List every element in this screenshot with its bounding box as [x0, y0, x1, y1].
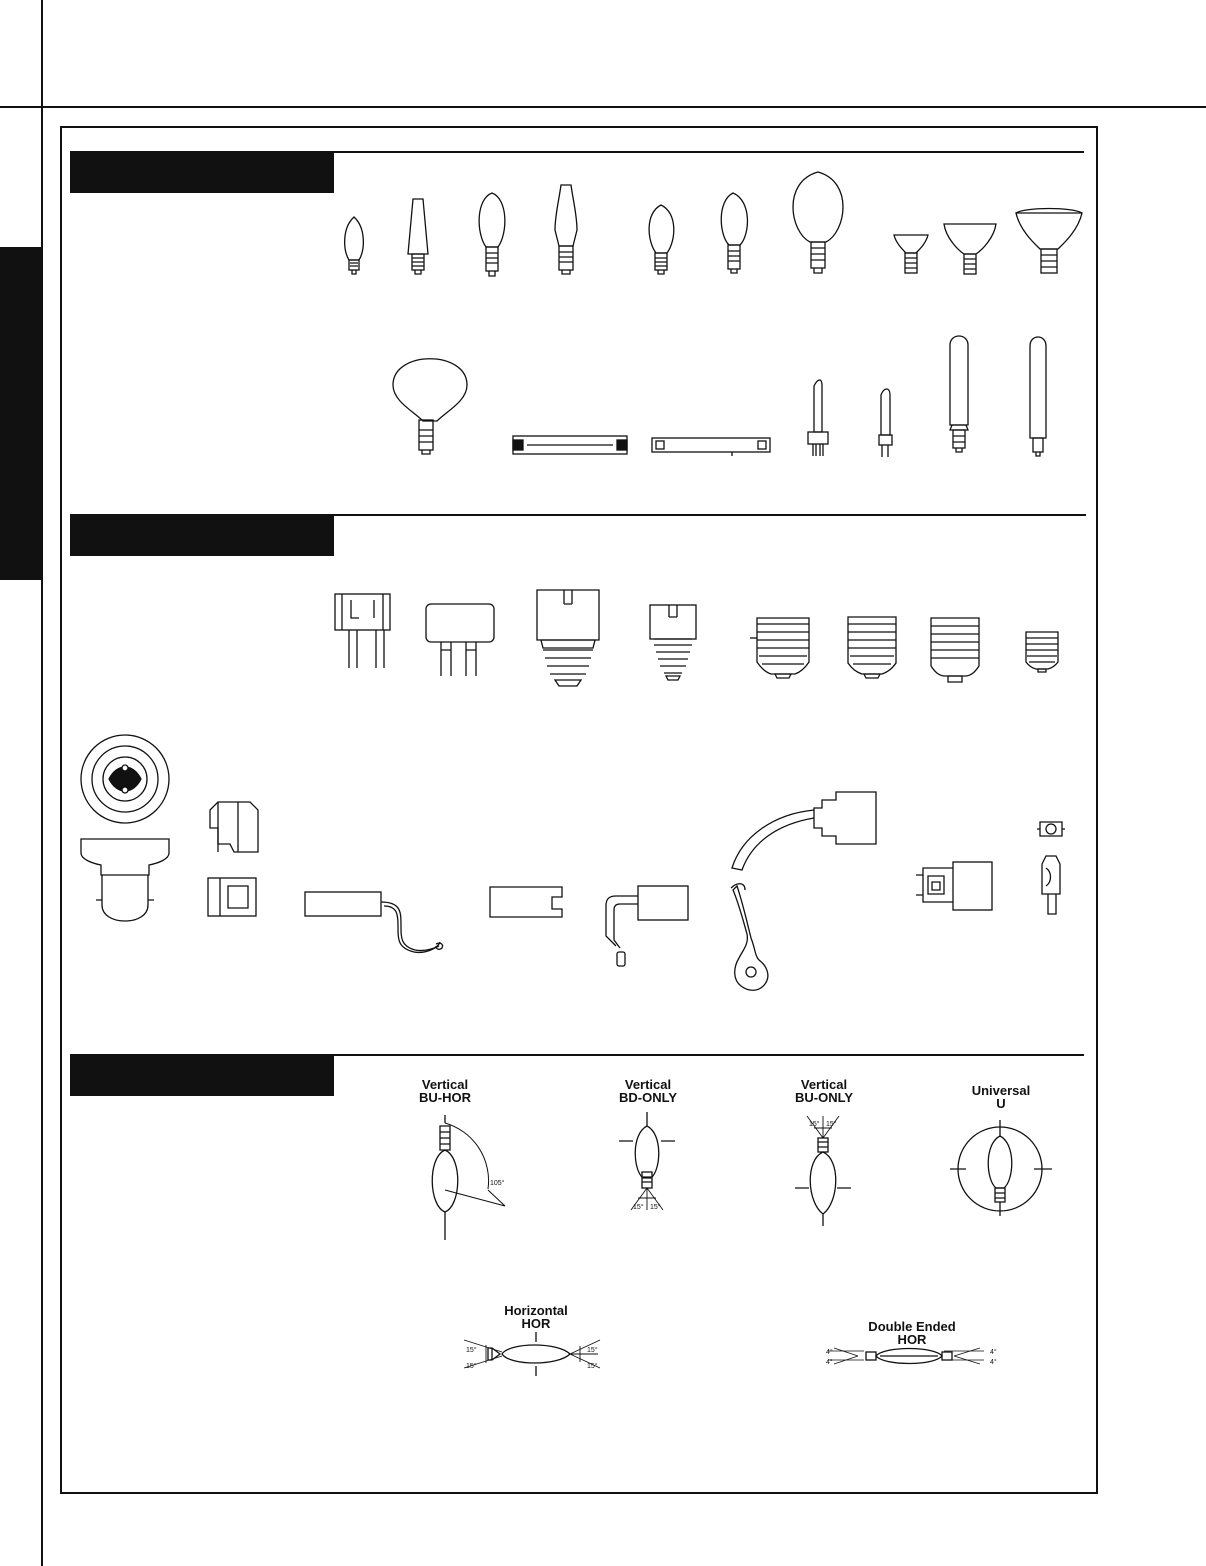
universal-label	[972, 1084, 1031, 1110]
fc2-base-icon	[916, 862, 992, 910]
mogul-prefocus-base-icon	[537, 590, 599, 686]
bayonet-base-icon	[81, 735, 169, 921]
angle-4-d-label: 4°	[990, 1359, 997, 1366]
universal-diagram	[950, 1120, 1052, 1216]
vertical-bu-hor-label	[419, 1078, 471, 1104]
single-contact-base-icon	[490, 887, 562, 917]
vertical-bd-only-diagram	[619, 1112, 675, 1211]
label-line-1: Vertical	[421, 1077, 469, 1092]
t15-tubular-bulb-icon	[950, 336, 968, 452]
ed17-bulb-icon	[345, 217, 364, 274]
cable-lug-base-icon	[731, 792, 876, 990]
flying-lead-base-icon	[606, 886, 688, 966]
double-ended-diagram	[826, 1348, 997, 1366]
r40-reflector-bulb-icon	[393, 359, 467, 454]
extended-mogul-base-icon	[931, 618, 979, 682]
sfc-base-icon	[1037, 822, 1065, 914]
angle-15-b-label: 15°	[466, 1363, 477, 1370]
par30-bulb-icon	[944, 224, 996, 274]
par20-bulb-icon	[894, 235, 928, 273]
medium-prefocus-base-icon	[650, 605, 696, 680]
angle-15-c-label: 15°	[587, 1347, 598, 1354]
bt37-tubular-bulb-icon	[408, 199, 428, 274]
horizontal-diagram	[464, 1332, 600, 1376]
t6-single-ended-lamp-icon	[808, 380, 828, 456]
double-ended-quartz-lamp-icon	[652, 438, 770, 456]
t7-tubular-bulb-icon	[1030, 337, 1046, 456]
angle-15-a-label: 15°	[466, 1347, 477, 1354]
par38-bulb-icon	[1016, 209, 1082, 274]
vertical-bd-only-label	[619, 1078, 677, 1104]
label-line-1: Vertical	[624, 1077, 672, 1092]
g12-bipin-base-icon	[335, 594, 390, 668]
medium-screw-base-icon	[1026, 632, 1058, 672]
angle-15-right-label: 15°	[826, 1121, 837, 1128]
vertical-bu-only-diagram	[795, 1116, 851, 1226]
angle-4-a-label: 4°	[826, 1349, 833, 1356]
angle-4-c-label: 4°	[990, 1349, 997, 1356]
mogul-screw-base-icon	[750, 618, 809, 678]
ed28-bulb-icon	[649, 205, 674, 274]
label-line-2: U	[996, 1096, 1006, 1111]
label-line-1: Horizontal	[504, 1303, 568, 1318]
vertical-bu-only-label	[795, 1078, 853, 1104]
angle-15-left-label: 15°	[809, 1121, 820, 1128]
ed37-bulb-icon	[721, 193, 747, 273]
bt56-large-bulb-icon	[793, 172, 843, 273]
label-line-1: Vertical	[800, 1077, 848, 1092]
cable-lead-base-icon	[305, 892, 443, 952]
angle-4-b-label: 4°	[826, 1359, 833, 1366]
label-line-2: BU-ONLY	[794, 1090, 854, 1105]
angle-15-left-label: 15°	[633, 1204, 644, 1211]
label-line-2: HOR	[521, 1316, 551, 1331]
angle-105-label: 105°	[490, 1180, 505, 1187]
angle-15-d-label: 15°	[587, 1363, 598, 1370]
t4-single-ended-lamp-icon	[879, 389, 892, 457]
label-line-2: HOR	[897, 1332, 927, 1347]
pg12-base-icon	[208, 802, 258, 916]
angle-15-right-label: 15°	[650, 1204, 661, 1211]
horizontal-label	[504, 1304, 568, 1330]
label-line-2: BD-ONLY	[618, 1090, 678, 1105]
mogul-screw-base-2-icon	[848, 617, 896, 678]
label-line-1: Double Ended	[868, 1319, 956, 1334]
label-line-2: BU-HOR	[419, 1090, 471, 1105]
double-ended-lamp-icon	[513, 436, 627, 454]
vertical-bu-hor-diagram	[432, 1115, 505, 1240]
label-line-1: Universal	[971, 1083, 1031, 1098]
double-ended-label	[868, 1320, 955, 1346]
g22-bipin-base-icon	[426, 604, 494, 676]
bt56-tubular-bulb-icon	[555, 185, 577, 274]
bt28-bulb-icon	[479, 193, 505, 276]
